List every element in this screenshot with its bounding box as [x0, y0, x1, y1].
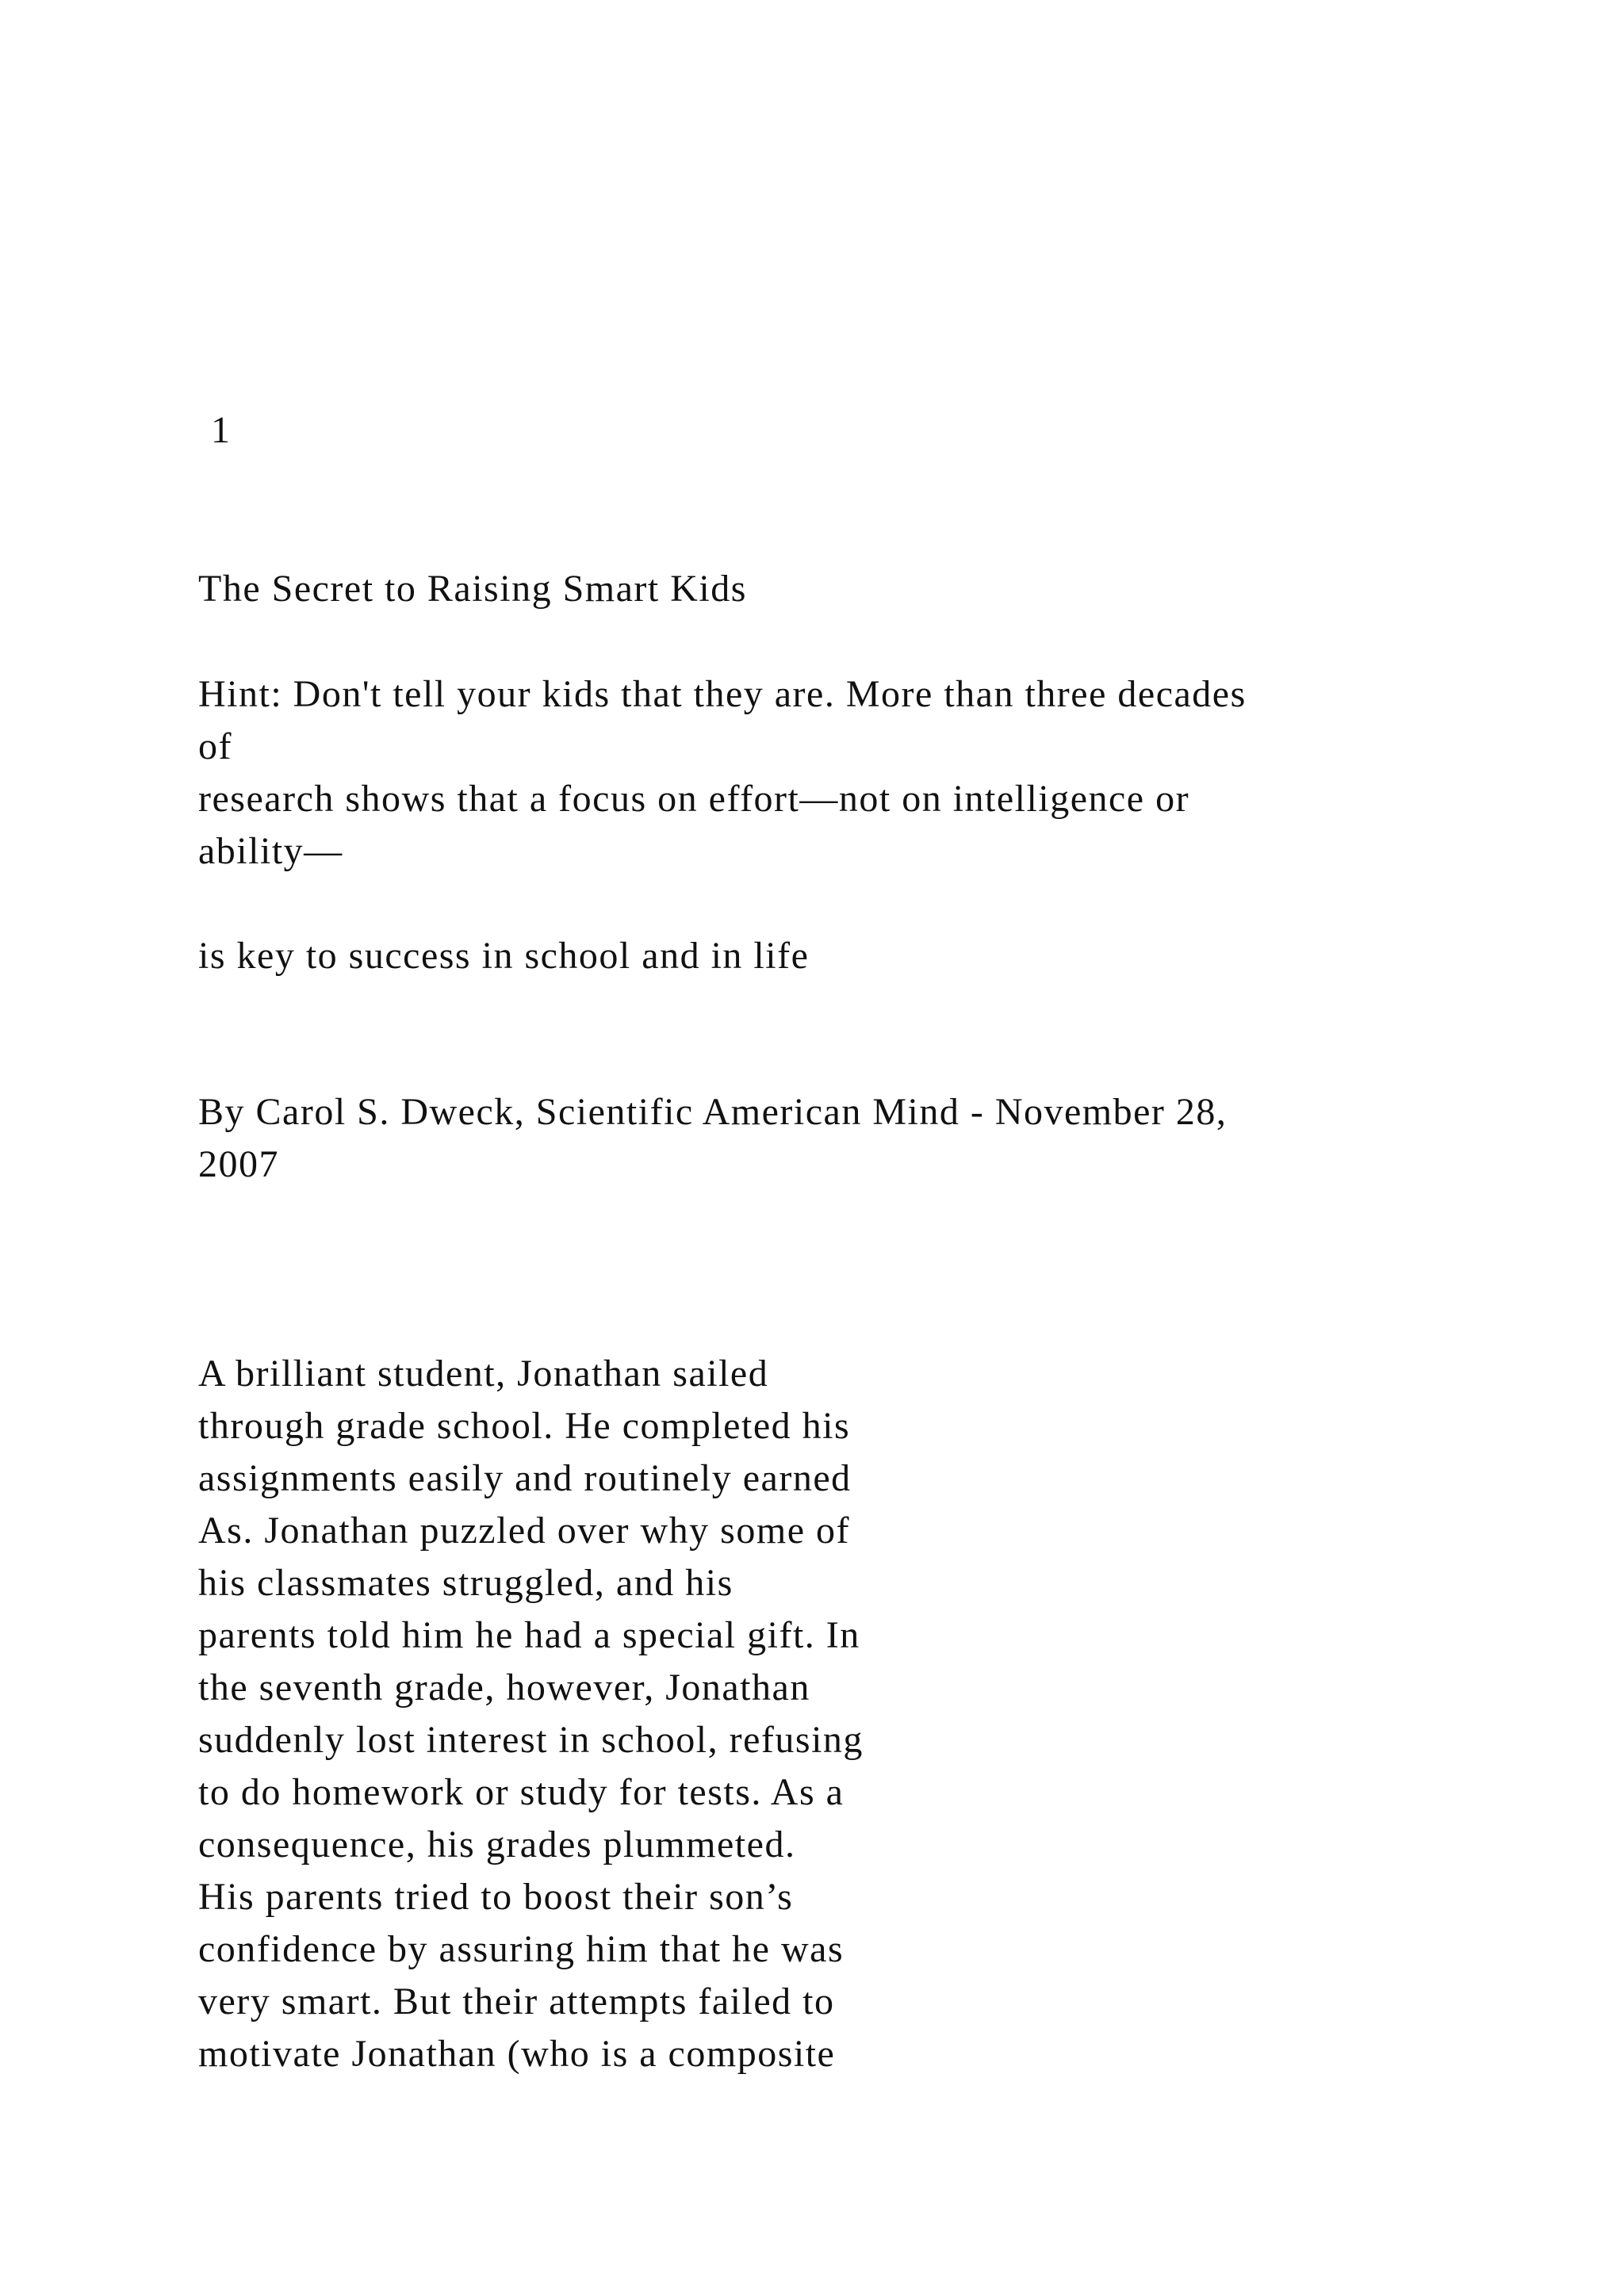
byline-line: By Carol S. Dweck, Scientific American Mind - November 28, — [198, 1091, 1228, 1133]
subtitle-line: of — [198, 725, 232, 767]
body-line: the seventh grade, however, Jonathan — [198, 1667, 810, 1709]
body-line: consequence, his grades plummeted. — [198, 1823, 796, 1866]
body-line: His parents tried to boost their son’s — [198, 1876, 794, 1918]
body-line: parents told him he had a special gift. In — [198, 1614, 860, 1656]
body-line: to do homework or study for tests. As a — [198, 1771, 845, 1813]
body-line: through grade school. He completed his — [198, 1405, 851, 1447]
article-title: The Secret to Raising Smart Kids — [198, 568, 747, 610]
body-line: A brilliant student, Jonathan sailed — [198, 1353, 769, 1395]
page-number: 1 — [211, 409, 232, 451]
body-line: assignments easily and routinely earned — [198, 1457, 852, 1499]
subtitle-line: research shows that a focus on effort—not on intelligence or — [198, 778, 1190, 820]
body-line: As. Jonathan puzzled over why some of — [198, 1510, 850, 1552]
body-line: very smart. But their attempts failed to — [198, 1980, 835, 2022]
body-line: motivate Jonathan (who is a composite — [198, 2033, 836, 2075]
body-line: confidence by assuring him that he was — [198, 1928, 845, 1970]
subtitle-line: ability— — [198, 830, 343, 872]
subtitle-line: is key to success in school and in life — [198, 935, 810, 977]
byline-line: 2007 — [198, 1143, 279, 1185]
body-line: suddenly lost interest in school, refusing — [198, 1719, 864, 1761]
body-line: his classmates struggled, and his — [198, 1562, 733, 1604]
subtitle-line: Hint: Don't tell your kids that they are. More than three decades — [198, 673, 1247, 715]
